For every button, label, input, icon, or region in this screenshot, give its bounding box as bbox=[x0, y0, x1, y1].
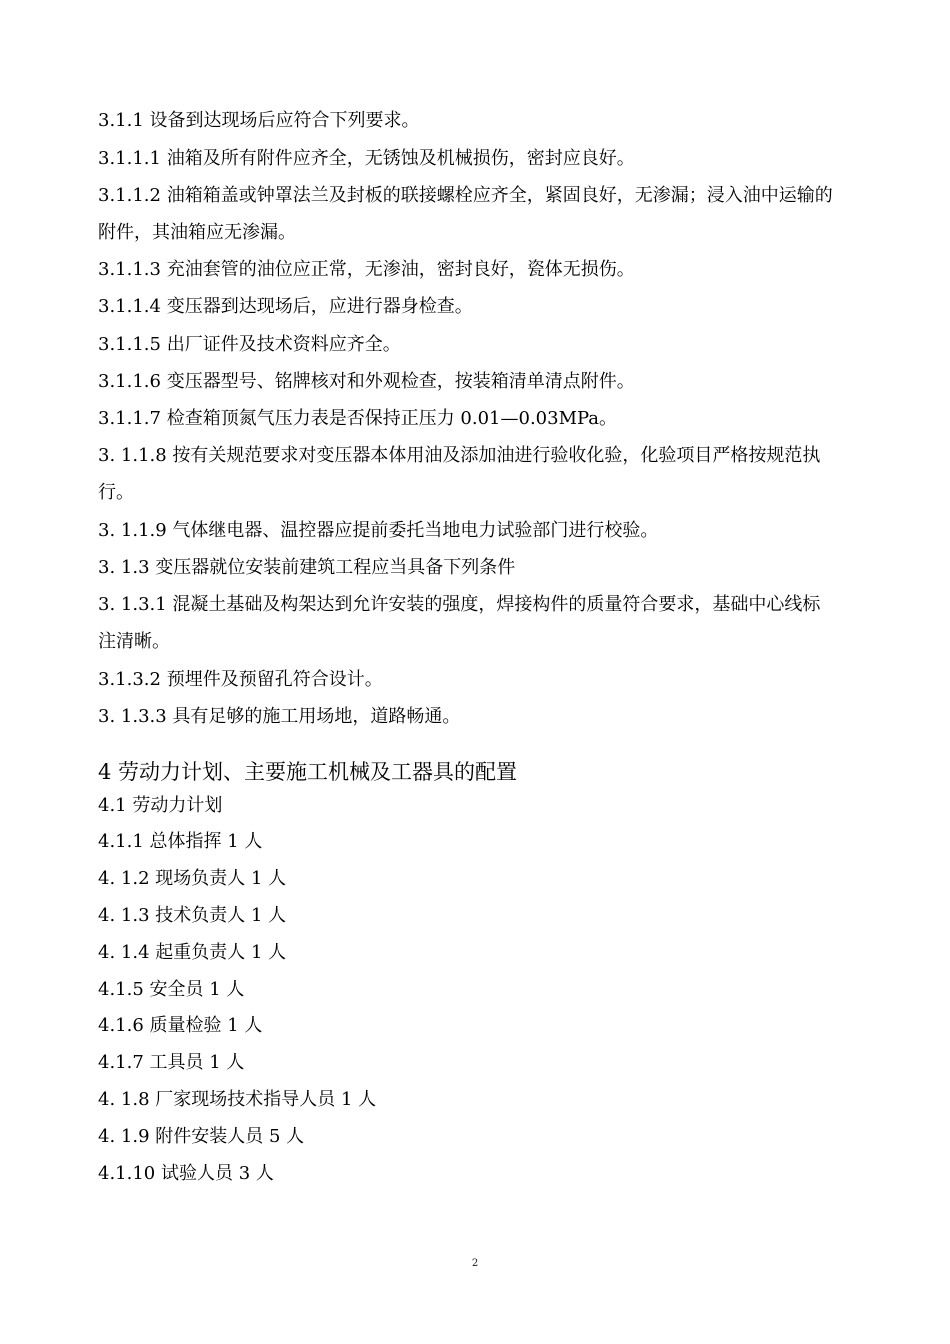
paragraph-3-1-1-8: 3. 1.1.8 按有关规范要求对变压器本体用油及添加油进行验收化验，化验项目严格按规范执 bbox=[98, 445, 821, 466]
page-number: 2 bbox=[471, 1258, 479, 1269]
list-item-4-1-5: 4.1.5 安全员 1 人 bbox=[98, 979, 245, 1000]
paragraph-3-1-1-6: 3.1.1.6 变压器型号、铭牌核对和外观检查，按装箱清单清点附件。 bbox=[98, 371, 635, 392]
list-item-4-1-10: 4.1.10 试验人员 3 人 bbox=[98, 1163, 274, 1184]
paragraph-3-1-3-1: 3. 1.3.1 混凝土基础及构架达到允许安装的强度，焊接构件的质量符合要求，基础中心线标 bbox=[98, 594, 821, 615]
paragraph-3-1-1-4: 3.1.1.4 变压器到达现场后，应进行器身检查。 bbox=[98, 296, 473, 317]
list-item-4-1-6: 4.1.6 质量检验 1 人 bbox=[98, 1015, 263, 1036]
list-item-4-1-2: 4. 1.2 现场负责人 1 人 bbox=[98, 868, 287, 889]
paragraph-3-1-1: 3.1.1 设备到达现场后应符合下列要求。 bbox=[98, 110, 420, 131]
paragraph-3-1-3-1-cont: 注清晰。 bbox=[98, 631, 170, 652]
paragraph-3-1-1-8-cont: 行。 bbox=[98, 482, 134, 503]
list-item-4-1-9: 4. 1.9 附件安装人员 5 人 bbox=[98, 1126, 305, 1147]
paragraph-3-1-3-2: 3.1.3.2 预埋件及预留孔符合设计。 bbox=[98, 669, 383, 690]
list-item-4-1-3: 4. 1.3 技术负责人 1 人 bbox=[98, 905, 287, 926]
paragraph-3-1-1-9: 3. 1.1.9 气体继电器、温控器应提前委托当地电力试验部门进行校验。 bbox=[98, 520, 659, 541]
paragraph-3-1-1-3: 3.1.1.3 充油套管的油位应正常，无渗油，密封良好，瓷体无损伤。 bbox=[98, 259, 635, 280]
list-item-4-1-7: 4.1.7 工具员 1 人 bbox=[98, 1052, 245, 1073]
list-item-4-1-1: 4.1.1 总体指挥 1 人 bbox=[98, 831, 263, 852]
paragraph-3-1-1-7: 3.1.1.7 检查箱顶氮气压力表是否保持正压力 0.01—0.03MPa。 bbox=[98, 408, 618, 429]
section-heading-4: 4 劳动力计划、主要施工机械及工器具的配置 bbox=[98, 760, 518, 784]
paragraph-3-1-1-5: 3.1.1.5 出厂证件及技术资料应齐全。 bbox=[98, 334, 401, 355]
list-item-4-1-4: 4. 1.4 起重负责人 1 人 bbox=[98, 942, 287, 963]
paragraph-3-1-3: 3. 1.3 变压器就位安装前建筑工程应当具备下列条件 bbox=[98, 557, 516, 578]
paragraph-3-1-1-1: 3.1.1.1 油箱及所有附件应齐全，无锈蚀及机械损伤，密封应良好。 bbox=[98, 148, 635, 169]
paragraph-3-1-1-2: 3.1.1.2 油箱箱盖或钟罩法兰及封板的联接螺栓应齐全，紧固良好，无渗漏；浸入油中运输的 bbox=[98, 185, 833, 206]
list-item-4-1-8: 4. 1.8 厂家现场技术指导人员 1 人 bbox=[98, 1089, 377, 1110]
paragraph-3-1-3-3: 3. 1.3.3 具有足够的施工用场地，道路畅通。 bbox=[98, 706, 461, 727]
subheading-4-1: 4.1 劳动力计划 bbox=[98, 795, 223, 816]
paragraph-3-1-1-2-cont: 附件，其油箱应无渗漏。 bbox=[98, 222, 296, 243]
